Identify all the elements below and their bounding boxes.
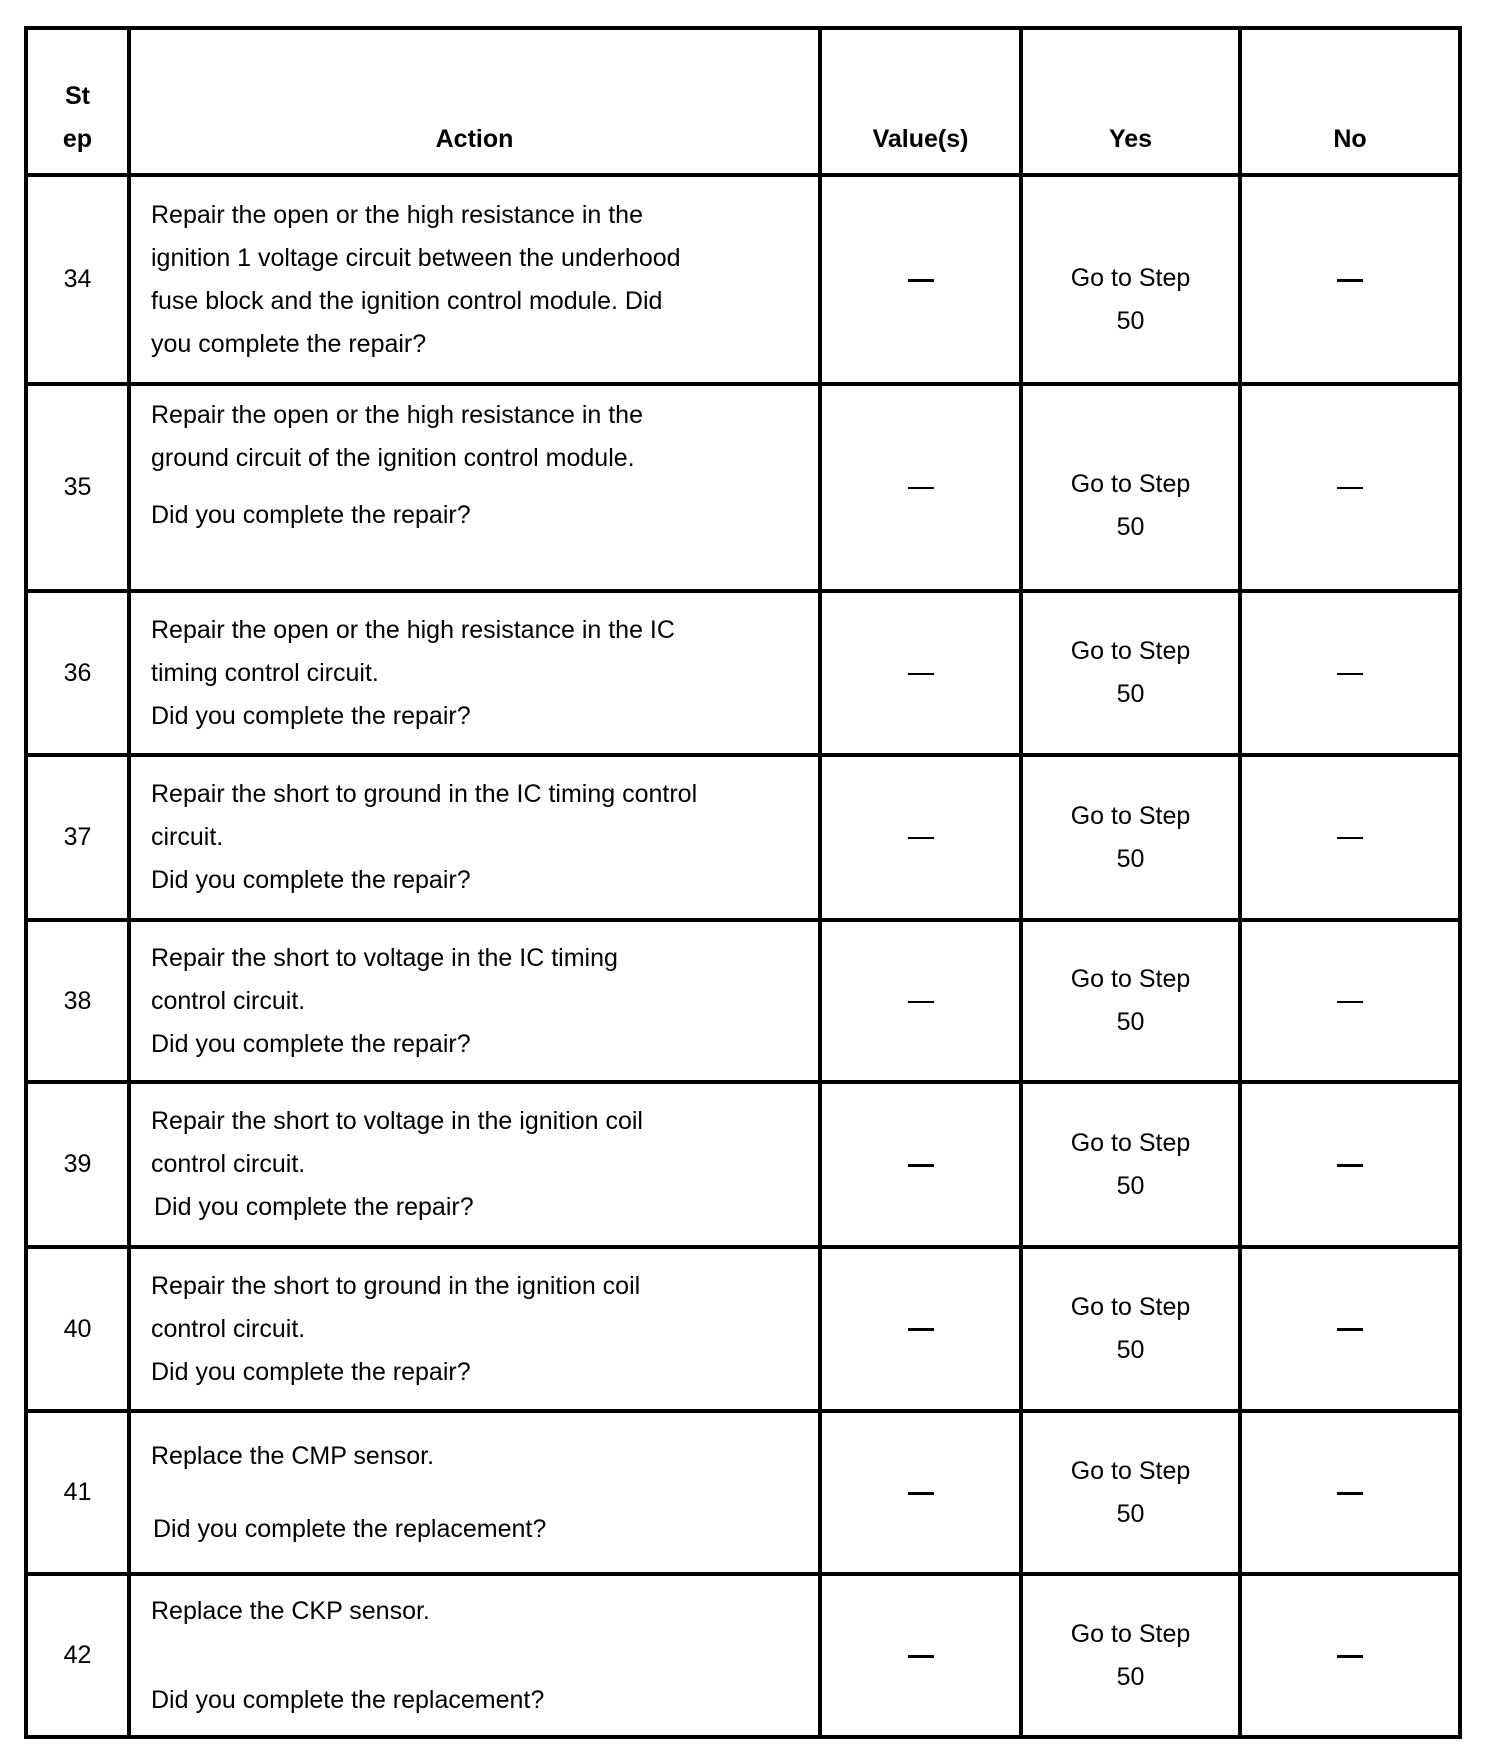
dash-icon bbox=[1337, 487, 1363, 489]
yes-goto-step: 50 bbox=[1116, 680, 1145, 708]
table-row bbox=[26, 384, 1460, 591]
no-cell bbox=[1240, 1082, 1460, 1247]
yes-goto-text: Go to Step bbox=[1070, 965, 1191, 993]
dash-icon bbox=[908, 1655, 934, 1658]
action-text: you complete the repair? bbox=[151, 329, 427, 358]
yes-goto-text: Go to Step bbox=[1070, 801, 1191, 830]
header-step-line2: ep bbox=[62, 125, 93, 153]
yes-cell bbox=[1021, 384, 1240, 591]
yes-cell bbox=[1021, 1574, 1240, 1737]
action-text: circuit. bbox=[151, 823, 224, 851]
table-row bbox=[26, 1411, 1460, 1574]
yes-goto-text: Go to Step bbox=[1070, 1456, 1191, 1485]
action-text: Repair the open or the high resistance in the bbox=[151, 401, 643, 429]
no-cell bbox=[1240, 755, 1460, 920]
values-cell bbox=[820, 920, 1021, 1082]
step-number: 39 bbox=[26, 1082, 129, 1247]
yes-cell bbox=[1021, 1411, 1240, 1574]
action-cell bbox=[129, 920, 820, 1082]
dash-icon bbox=[1337, 1655, 1363, 1658]
step-number: 38 bbox=[26, 920, 129, 1082]
step-number: 35 bbox=[26, 384, 129, 591]
values-cell bbox=[820, 175, 1021, 384]
header-action-label: Action bbox=[435, 125, 514, 153]
no-cell bbox=[1240, 1247, 1460, 1411]
action-text: control circuit. bbox=[151, 986, 306, 1015]
action-text: Did you complete the repair? bbox=[151, 701, 471, 730]
yes-goto-step: 50 bbox=[1116, 512, 1145, 541]
yes-cell bbox=[1021, 1247, 1240, 1411]
values-cell bbox=[820, 1411, 1021, 1574]
header-yes bbox=[1021, 28, 1240, 175]
dash-icon bbox=[1337, 837, 1363, 839]
dash-icon bbox=[908, 837, 934, 839]
action-text: ground circuit of the ignition control module. bbox=[151, 444, 635, 472]
dash-icon bbox=[908, 279, 934, 282]
table-row bbox=[26, 1247, 1460, 1411]
action-cell bbox=[129, 755, 820, 920]
yes-goto-step: 50 bbox=[1116, 1171, 1145, 1200]
dash-icon bbox=[1337, 673, 1363, 675]
diagnostic-table bbox=[24, 26, 1462, 1739]
yes-cell bbox=[1021, 175, 1240, 384]
yes-goto-step: 50 bbox=[1116, 306, 1145, 335]
action-text: Did you complete the repair? bbox=[154, 1193, 474, 1221]
dash-icon bbox=[1337, 1328, 1363, 1331]
no-cell bbox=[1240, 591, 1460, 755]
table-row bbox=[26, 755, 1460, 920]
header-step-line1: St bbox=[65, 82, 90, 110]
values-cell bbox=[820, 1247, 1021, 1411]
values-cell bbox=[820, 384, 1021, 591]
dash-icon bbox=[1337, 279, 1363, 282]
yes-goto-text: Go to Step bbox=[1070, 637, 1191, 665]
no-cell bbox=[1240, 1411, 1460, 1574]
yes-goto-step: 50 bbox=[1116, 844, 1145, 873]
action-text: control circuit. bbox=[151, 1314, 306, 1343]
yes-goto-text: Go to Step bbox=[1070, 1619, 1191, 1648]
action-cell bbox=[129, 1082, 820, 1247]
action-text: fuse block and the ignition control module. Did bbox=[151, 286, 663, 315]
step-number: 36 bbox=[26, 591, 129, 755]
dash-icon bbox=[908, 1001, 934, 1003]
action-text: Did you complete the replacement? bbox=[151, 1685, 545, 1714]
action-cell bbox=[129, 1411, 820, 1574]
values-cell bbox=[820, 755, 1021, 920]
yes-goto-step: 50 bbox=[1116, 1008, 1145, 1036]
dash-icon bbox=[1337, 1492, 1363, 1495]
yes-goto-text: Go to Step bbox=[1070, 1128, 1191, 1157]
action-text: Did you complete the repair? bbox=[151, 866, 471, 894]
yes-cell bbox=[1021, 755, 1240, 920]
action-text: Did you complete the replacement? bbox=[153, 1514, 547, 1543]
dash-icon bbox=[908, 487, 934, 489]
action-text: Repair the short to voltage in the ignition coil bbox=[151, 1107, 643, 1135]
header-values-label: Value(s) bbox=[872, 125, 969, 153]
action-text: Did you complete the repair? bbox=[151, 501, 471, 529]
no-cell bbox=[1240, 384, 1460, 591]
action-text: Repair the short to voltage in the IC timing bbox=[151, 943, 618, 972]
table-row bbox=[26, 920, 1460, 1082]
yes-goto-text: Go to Step bbox=[1070, 469, 1191, 498]
values-cell bbox=[820, 1082, 1021, 1247]
action-text: Repair the open or the high resistance in the IC bbox=[151, 615, 675, 644]
table-row bbox=[26, 175, 1460, 384]
yes-cell bbox=[1021, 920, 1240, 1082]
action-text: Repair the open or the high resistance in the bbox=[151, 200, 643, 229]
action-cell bbox=[129, 1574, 820, 1737]
values-cell bbox=[820, 1574, 1021, 1737]
dash-icon bbox=[908, 673, 934, 675]
step-number: 34 bbox=[26, 175, 129, 384]
yes-goto-text: Go to Step bbox=[1070, 1293, 1191, 1321]
action-cell bbox=[129, 384, 820, 591]
header-step bbox=[26, 28, 129, 175]
header-no-label: No bbox=[1333, 125, 1367, 153]
action-text: Did you complete the repair? bbox=[151, 1029, 471, 1058]
step-number: 37 bbox=[26, 755, 129, 920]
table-row bbox=[26, 1082, 1460, 1247]
action-cell bbox=[129, 175, 820, 384]
values-cell bbox=[820, 591, 1021, 755]
action-text: timing control circuit. bbox=[151, 658, 379, 687]
action-text: Did you complete the repair? bbox=[151, 1357, 471, 1386]
dash-icon bbox=[908, 1328, 934, 1331]
step-number: 40 bbox=[26, 1247, 129, 1411]
no-cell bbox=[1240, 1574, 1460, 1737]
table-header-row bbox=[26, 28, 1460, 175]
yes-cell bbox=[1021, 1082, 1240, 1247]
yes-goto-step: 50 bbox=[1116, 1336, 1145, 1364]
yes-goto-step: 50 bbox=[1116, 1499, 1145, 1528]
action-text: Repair the short to ground in the IC timing control bbox=[151, 780, 698, 808]
header-action bbox=[129, 28, 820, 175]
dash-icon bbox=[1337, 1164, 1363, 1167]
action-text: ignition 1 voltage circuit between the underhood bbox=[151, 243, 681, 272]
header-values bbox=[820, 28, 1021, 175]
dash-icon bbox=[1337, 1001, 1363, 1003]
yes-goto-text: Go to Step bbox=[1070, 263, 1191, 292]
step-number: 41 bbox=[26, 1411, 129, 1574]
step-number: 42 bbox=[26, 1574, 129, 1737]
action-cell bbox=[129, 1247, 820, 1411]
action-text: Repair the short to ground in the ignition coil bbox=[151, 1271, 641, 1300]
action-cell bbox=[129, 591, 820, 755]
dash-icon bbox=[908, 1492, 934, 1495]
no-cell bbox=[1240, 175, 1460, 384]
action-text: Replace the CMP sensor. bbox=[151, 1441, 435, 1470]
header-no bbox=[1240, 28, 1460, 175]
no-cell bbox=[1240, 920, 1460, 1082]
yes-goto-step: 50 bbox=[1116, 1662, 1145, 1691]
table-row bbox=[26, 1574, 1460, 1737]
yes-cell bbox=[1021, 591, 1240, 755]
dash-icon bbox=[908, 1164, 934, 1167]
action-text: Replace the CKP sensor. bbox=[151, 1596, 430, 1625]
table-row bbox=[26, 591, 1460, 755]
header-yes-label: Yes bbox=[1108, 125, 1153, 153]
action-text: control circuit. bbox=[151, 1150, 306, 1178]
